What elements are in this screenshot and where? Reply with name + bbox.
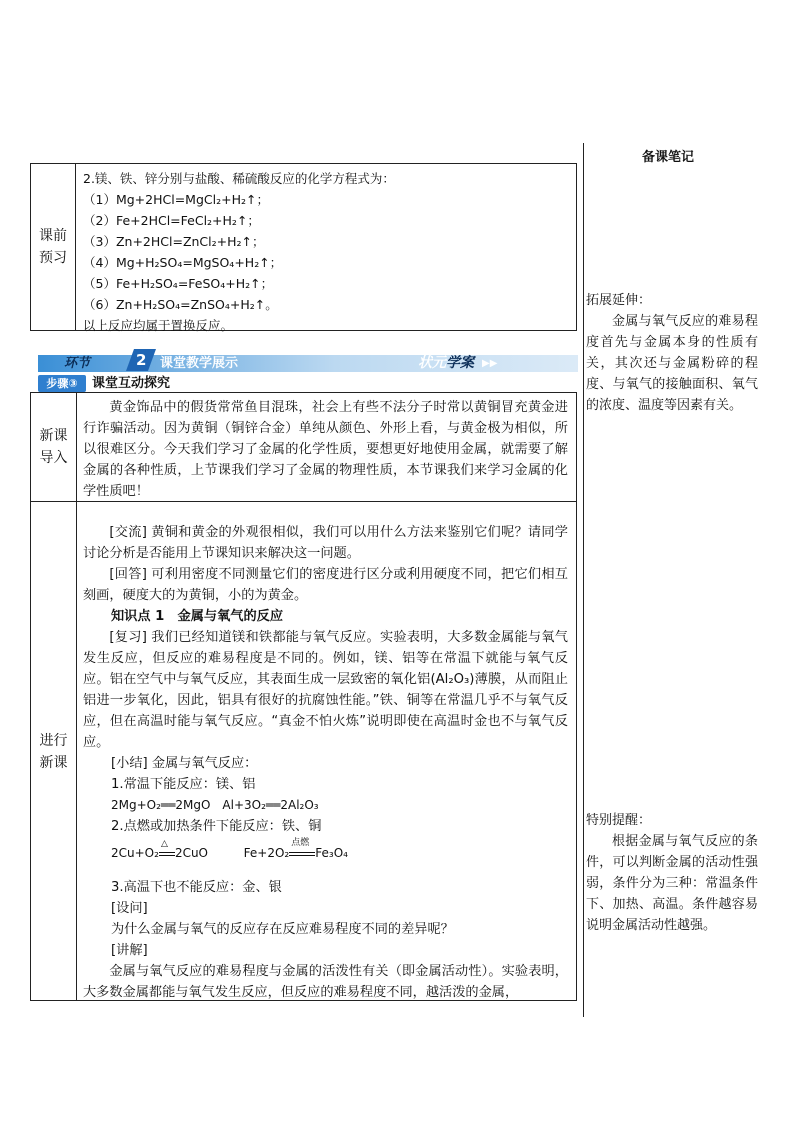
case-3: 3.高温下也不能反应：金、银 (111, 880, 282, 895)
arrows-icon: ▶▶ (482, 358, 498, 369)
answer-text: [回答] 可利用密度不同测量它们的密度进行区分或利用硬度不同，把它们相互刻画，硬度大的为黄铜，小的为黄金。 (83, 567, 568, 603)
preview-intro: 2.镁、铁、锌分别与盐酸、稀硫酸反应的化学方程式为： (83, 171, 395, 186)
exchange-text: [交流] 黄铜和黄金的外观很相似，我们可以用什么方法来鉴别它们呢？请同学讨论分析是否能用上节课知识来解决这一问题。 (83, 525, 568, 561)
equation-5: （5）Fe+H₂SO₄=FeSO₄+H₂↑； (83, 276, 274, 291)
equation-3: （3）Zn+2HCl=ZnCl₂+H₂↑； (83, 234, 265, 249)
explain-text: 金属与氧气反应的难易程度与金属的活泼性有关（即金属活动性）。实验表明，大多数金属都能与氧气发生反应，但反应的难易程度不同，越活泼的金属， (83, 964, 568, 1000)
equation-2: （2）Fe+2HCl=FeCl₂+H₂↑； (83, 213, 260, 228)
step-badge: 步骤③ (38, 375, 86, 392)
intro-label: 新课 导入 (39, 428, 68, 466)
reminder-title: 特别提醒： (586, 813, 652, 828)
lesson-table (30, 392, 577, 1001)
explain-tag: [讲解] (111, 943, 148, 958)
preview-label: 课前 预习 (31, 164, 76, 330)
step-header (38, 375, 238, 392)
question-tag: [设问] (111, 901, 148, 916)
step-title: 课堂互动探究 (92, 376, 171, 391)
extension-note (586, 290, 758, 416)
knowledge-point-title: 知识点 1 金属与氧气的反应 (111, 609, 284, 624)
equation-6: （6）Zn+H₂SO₄=ZnSO₄+H₂↑。 (83, 297, 278, 312)
case-2-equations: 2Cu+O₂ △ 2CuO Fe+2O₂ 点燃 Fe₃O₄ (111, 838, 348, 860)
case-1: 1.常温下能反应：镁、铝 (111, 777, 256, 792)
extension-text: 金属与氧气反应的难易程度首先与金属本身的性质有关，其次还与金属粉碎的程度、与氧气的接触面积、氧气的浓度、温度等因素有关。 (586, 314, 758, 413)
margin-divider (583, 143, 584, 1017)
preview-conclusion: 以上反应均属于置换反应。 (83, 318, 234, 333)
equation-1: （1）Mg+2HCl=MgCl₂+H₂↑； (83, 192, 269, 207)
question-text: 为什么金属与氧气的反应存在反应难易程度不同的差异呢？ (111, 922, 454, 937)
preview-content (83, 168, 570, 336)
case-2: 2.点燃或加热条件下能反应：铁、铜 (111, 819, 322, 834)
brand-logo: 状元学案 (418, 355, 474, 371)
reminder-note (586, 810, 758, 936)
segment-number: 2 (126, 349, 156, 371)
intro-text: 黄金饰品中的假货常常鱼目混珠，社会上有些不法分子时常以黄铜冒充黄金进行诈骗活动。因为黄铜（铜锌合金）单纯从颜色、外形上看，与黄金极为相似，所以很难区分。今天我们学习了金属的化学性质，要想更好地使用金属，就需要了解金属的各种性质，上节课我们学习了金属的物理性质，本节课我们来学习金属的化学性质吧！ (83, 400, 568, 499)
banner-title: 课堂教学展示 (160, 356, 239, 371)
section-banner (38, 351, 578, 372)
summary-title: [小结] 金属与氧气反应： (111, 756, 258, 771)
case-1-equation: 2Mg+O₂══2MgO Al+3O₂══2Al₂O₃ (111, 798, 319, 812)
notes-title: 备课笔记 (642, 150, 695, 165)
extension-title: 拓展延伸： (586, 293, 652, 308)
preview-table (30, 163, 577, 331)
review-text: [复习] 我们已经知道镁和铁都能与氧气反应。实验表明，大多数金属能与氧气发生反应，但反应的难易程度是不同的。例如，镁、铝等在常温下就能与氧气反应。铝在空气中与氧气反应，其表面生成一层致密的氧化铝(Al₂O₃)薄膜，从而阻止铝进一步氧化，因此，铝具有很好的抗腐蚀性能。”铁、铜等在常温几乎不与氧气反应，但在高温时能与氧气反应。“真金不怕火炼”说明即使在高温时金也不与氧气反应。 (83, 630, 568, 750)
reminder-text: 根据金属与氧气反应的条件，可以判断金属的活动性强弱，条件分为三种：常温条件下、加热、高温。条件越容易说明金属活动性越强。 (586, 834, 758, 933)
column-divider (76, 393, 77, 1000)
equation-4: （4）Mg+H₂SO₄=MgSO₄+H₂↑； (83, 255, 283, 270)
segment-label: 环节 (64, 356, 91, 371)
new-lesson-label: 进行 新课 (39, 732, 68, 771)
